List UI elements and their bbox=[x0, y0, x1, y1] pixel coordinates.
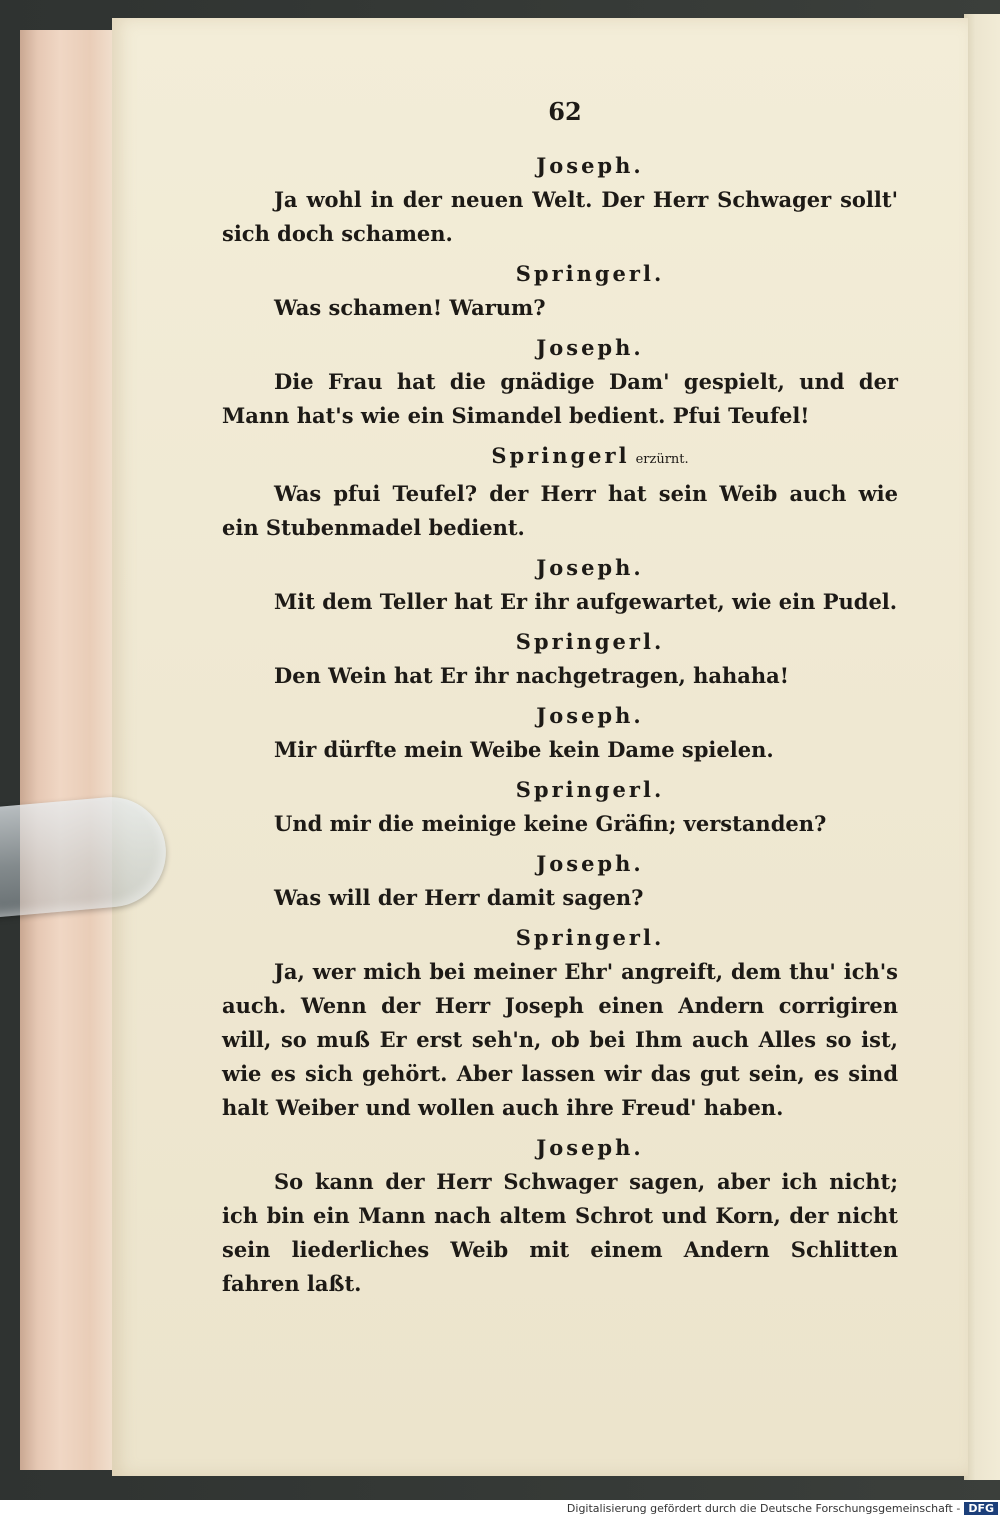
book-page-edges bbox=[20, 30, 121, 1470]
speaker-heading bbox=[282, 149, 898, 183]
speech-text: So kann der Herr Schwager sagen, aber ich nicht; ich bin ein Mann nach altem Schrot und Korn, der nicht sein liederliches Weib mit einem Andern Schlitten fahren laßt. bbox=[222, 1169, 898, 1296]
speaker-name: Springerl. bbox=[515, 629, 665, 654]
speech-text: Was will der Herr damit sagen? bbox=[274, 885, 644, 910]
speech-text: Die Frau hat die gnädige Dam' gespielt, und der Mann hat's wie ein Simandel bedient. Pfui Teufel! bbox=[222, 369, 898, 428]
footer-bar bbox=[0, 1500, 1000, 1519]
speaker-heading bbox=[282, 699, 898, 733]
dfg-logo: DFG bbox=[964, 1502, 998, 1515]
speaker-name: Joseph. bbox=[536, 153, 644, 178]
speaker-heading bbox=[282, 257, 898, 291]
speech-text: Was pfui Teufel? der Herr hat sein Weib auch wie ein Stubenmadel bedient. bbox=[222, 481, 898, 540]
dialogue-blocks bbox=[222, 149, 898, 1307]
speaker-heading bbox=[282, 551, 898, 585]
speech-text: Ja wohl in der neuen Welt. Der Herr Schwager sollt' sich doch schamen. bbox=[222, 187, 898, 246]
speaker-name: Joseph. bbox=[536, 1135, 644, 1160]
speaker-name: Joseph. bbox=[536, 555, 644, 580]
speaker-heading bbox=[282, 625, 898, 659]
speaker-name: Joseph. bbox=[536, 851, 644, 876]
speech-text: Den Wein hat Er ihr nachgetragen, hahaha! bbox=[274, 663, 789, 688]
speech-text: Mir dürfte mein Weibe kein Dame spielen. bbox=[274, 737, 774, 762]
speech-text: Ja, wer mich bei meiner Ehr' angreift, dem thu' ich's auch. Wenn der Herr Joseph einen Andern corrigiren will, so muß Er erst seh'n, ob bei Ihm auch Alles so ist, wie es sich gehört. Aber lassen wir das gut sein, es sind halt Weiber und wollen auch ihre Freud' haben. bbox=[222, 959, 898, 1120]
speaker-name: Springerl. bbox=[515, 777, 665, 802]
speech-text: Was schamen! Warum? bbox=[274, 295, 546, 320]
speaker-heading bbox=[282, 1131, 898, 1165]
stage-direction: erzürnt. bbox=[635, 452, 689, 467]
speech-text: Und mir die meinige keine Gräfin; verstanden? bbox=[274, 811, 827, 836]
footer-text: Digitalisierung gefördert durch die Deutsche Forschungsgemeinschaft - bbox=[566, 1502, 961, 1515]
page-content bbox=[222, 95, 898, 1307]
speaker-name: Springerl bbox=[491, 443, 630, 468]
speaker-heading bbox=[282, 439, 898, 477]
speaker-name: Joseph. bbox=[536, 703, 644, 728]
speaker-name: Springerl. bbox=[515, 261, 665, 286]
speaker-heading bbox=[282, 773, 898, 807]
spacer bbox=[222, 1301, 898, 1307]
speaker-heading bbox=[282, 847, 898, 881]
speaker-name: Springerl. bbox=[515, 925, 665, 950]
speech-text: Mit dem Teller hat Er ihr aufgewartet, wie ein Pudel. bbox=[274, 589, 898, 614]
page-number: 62 bbox=[548, 97, 582, 126]
speaker-heading bbox=[282, 331, 898, 365]
speaker-name: Joseph. bbox=[536, 335, 644, 360]
speaker-heading bbox=[282, 921, 898, 955]
